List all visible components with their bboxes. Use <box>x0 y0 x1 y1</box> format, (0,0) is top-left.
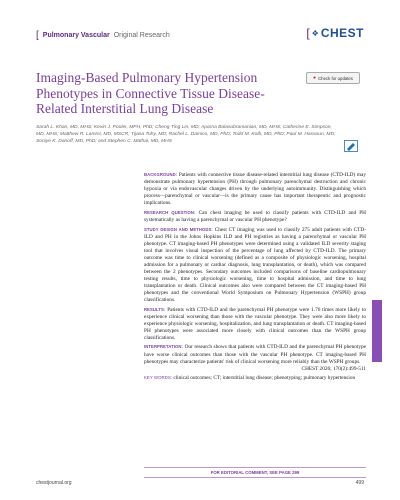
chest-logo-mark-icon: ❖ <box>311 28 319 38</box>
journal-website[interactable]: chestjournal.org <box>36 480 72 486</box>
keywords-label: KEY WORDS: <box>144 375 172 381</box>
update-check-icon: ● <box>313 75 317 81</box>
results-label: RESULTS: <box>144 306 166 312</box>
interpretation-label: INTERPRETATION: <box>144 344 184 350</box>
author-list: Sarah L. Khan, MD, MHS; Kevin J. Pooler, MPH, PhD; Cheng Ting Lin, MD; Aparna Balasubramanian, MD, MHS; Catherine E. Simpson, MD, MHS; Matthew R. Lammi, MD, MSCR; Tijana Tuhy, MD; Rachel L. Damico, MD, PhD; Todd M. Kolb, MD, PhD; Paul M. Hassoun, MD; Soniye K. Danoff, MD, PhD; and Stephen C. Mathai, MD, MHS <box>36 125 336 144</box>
journal-logo[interactable] <box>306 26 364 40</box>
methods-label: STUDY DESIGN AND METHODS: <box>144 226 213 232</box>
methods-text: Chest CT imaging was used to classify 275 adult patients with CTD-ILD and PH in the Johns Hopkins ILD and PH registries as having a parenchymal or vascular PH phenotype. CT imaging-based PH phenotypes were determined using a validated ILD severity staging tool that involves visual inspection of the percentage of lung affected by CTD-ILD. The primary outcome was time to clinical worsening (defined as a composite of physiologic worsening, hospital admission for a pulmonary or cardiac diagnosis, lung transplantation, or death), which was compared between the 2 phenotypes. Secondary outcomes included comparisons of baseline cardiopulmonary testing results, time to physiologic worsening, time to hospital admission, and time to lung transplantation or death. Clinical outcomes also were compared between the CT imaging-based PH phenotypes and the conventional World Symposium on Pulmonary Hypertension (WSPH) group classifications. <box>144 226 366 303</box>
question-label: RESEARCH QUESTION: <box>144 209 196 215</box>
section-category: Pulmonary Vascular <box>42 32 110 39</box>
keywords-text: clinical outcomes; CT; interstitial lung disease; phenotyping; pulmonary hypertension <box>173 375 356 382</box>
logo-bracket-icon: [ <box>306 26 310 40</box>
left-bracket-icon: [ <box>36 30 39 41</box>
question-text: Can chest imaging be used to classify patients with CTD-ILD and PH systematically as having a parenchymal or vascular PH phenotype? <box>144 209 366 223</box>
section-header <box>36 30 170 41</box>
abstract-results <box>144 306 366 342</box>
interpretation-text: Our research shows that patients with CTD-ILD and the parenchymal PH phenotype have worse clinical outcomes than those with the vascular PH phenotype. CT imaging-based PH phenotypes may characterize patients' risk of clinical worsening more reliably than the WSPH groups. <box>144 344 366 365</box>
page-number: 499 <box>355 480 364 486</box>
section-subcategory: Original Research <box>113 32 170 39</box>
background-label: BACKGROUND: <box>144 172 178 177</box>
citation: CHEST 2026; 170(2):499-511 <box>301 365 366 372</box>
check-for-updates-label: Check for updates <box>318 75 353 81</box>
abstract-question <box>144 209 366 224</box>
side-tab-marker <box>372 300 382 362</box>
edit-pen-icon[interactable] <box>344 140 358 152</box>
abstract-interpretation <box>144 343 366 372</box>
editorial-comment-link[interactable]: FOR EDITORIAL COMMENT, SEE PAGE 299 <box>144 467 366 478</box>
abstract-methods <box>144 226 366 305</box>
article-title: Imaging-Based Pulmonary Hypertension Phenotypes in Connective Tissue Disease-Related Interstitial Lung Disease <box>36 70 265 116</box>
abstract-keywords <box>144 374 366 382</box>
abstract-background <box>144 171 366 207</box>
journal-logo-text: CHEST <box>320 26 364 40</box>
abstract <box>144 171 366 384</box>
background-text: Patients with connective tissue disease-related interstitial lung disease (CTD-ILD) may demonstrate pulmonary hypertension (PH) through pulmonary parenchymal destruction and chronic hypoxia or via endovascular changes driven by the underlying autoimmunity. Distinguishing which process—parenchymal or vascular—is the primary cause has important therapeutic and prognostic implications. <box>144 172 367 207</box>
check-for-updates-button[interactable] <box>306 72 360 84</box>
results-text: Patients with CTD-ILD and the parenchymal PH phenotype were 1.76 times more likely to experience clinical worsening than those with the vascular phenotype. They were also more likely to experience physiologic worsening, hospitalization, and lung transplantation or death. CT imaging-based PH phenotypes were associated more closely with clinical outcomes than the WSPH group classifications. <box>144 306 367 341</box>
